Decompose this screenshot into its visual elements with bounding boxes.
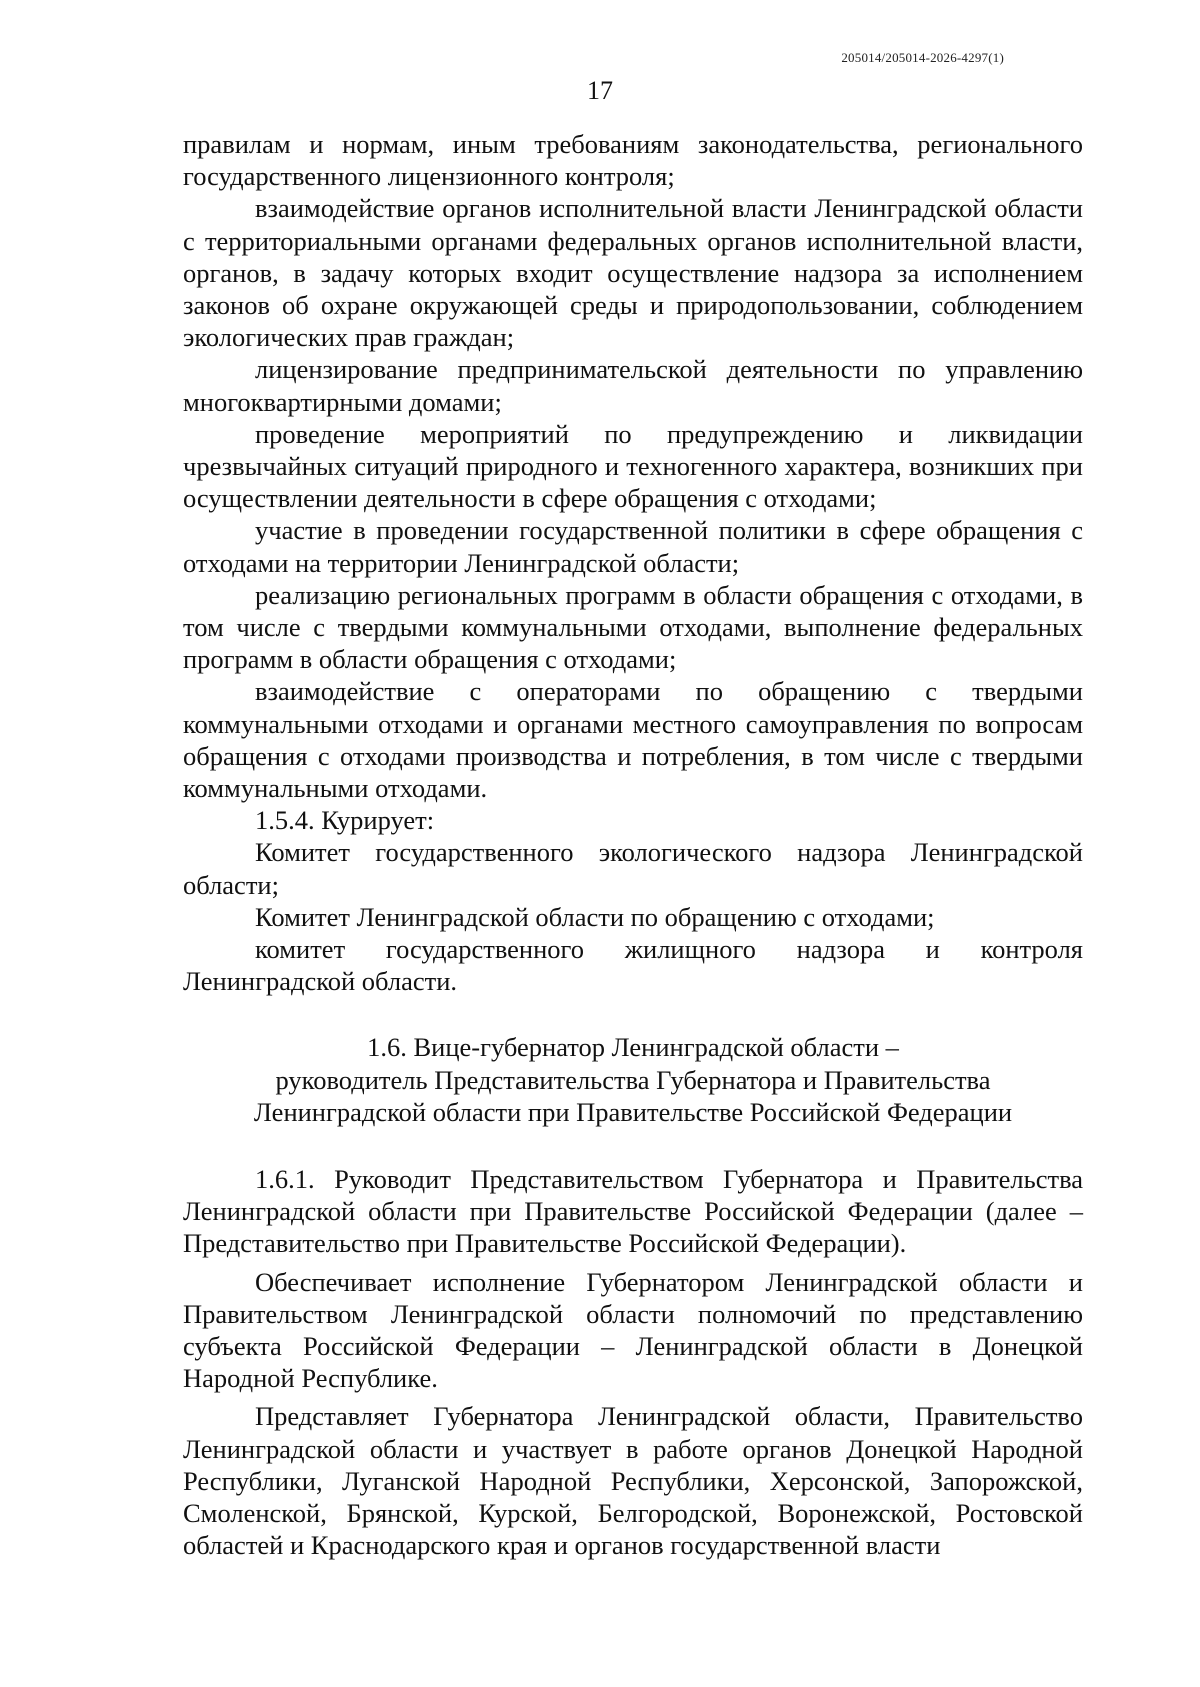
paragraph: правилам и нормам, иным требованиям законодательства, регионального государственного лицензионного контроля; bbox=[183, 129, 1083, 192]
section-heading bbox=[183, 1031, 1083, 1129]
paragraph: взаимодействие органов исполнительной власти Ленинградской области с территориальными органами федеральных органов исполнительной власти, органов, в задачу которых входит осуществление надзора за исполнением законов об охране окружающей среды и природопользовании, соблюдением экологических прав граждан; bbox=[183, 193, 1083, 353]
paragraph: Представляет Губернатора Ленинградской области, Правительство Ленинградской области и участвует в работе органов Донецкой Народной Республики, Луганской Народной Республики, Херсонской, Запорожской, Смоленской, Брянской, Курской, Белгородской, Воронежской, Ростовской областей и Краснодарского края и органов государственной власти bbox=[183, 1401, 1083, 1561]
paragraph: лицензирование предпринимательской деятельности по управлению многоквартирными домами; bbox=[183, 354, 1083, 417]
paragraph: Комитет государственного экологического надзора Ленинградской области; bbox=[183, 837, 1083, 900]
paragraph: реализацию региональных программ в области обращения с отходами, в том числе с твердыми коммунальными отходами, выполнение федеральных программ в области обращения с отходами; bbox=[183, 579, 1083, 675]
paragraph: взаимодействие с операторами по обращению с твердыми коммунальными отходами и органами местного самоуправления по вопросам обращения с отходами производства и потребления, в том числе с твердыми коммунальными отходами. bbox=[183, 676, 1083, 804]
section-heading-line: руководитель Представительства Губернатора и Правительства bbox=[275, 1064, 991, 1095]
paragraph: Обеспечивает исполнение Губернатором Ленинградской области и Правительством Ленинградской области полномочий по представлению субъекта Российской Федерации – Ленинградской области в Донецкой Народной Республике. bbox=[183, 1266, 1083, 1394]
subsection-title: 1.5.4. Курирует: bbox=[255, 805, 435, 836]
paragraph: 1.6.1. Руководит Представительством Губернатора и Правительства Ленинградской области при Правительстве Российской Федерации (далее – Представительство при Правительстве Российской Федерации). bbox=[183, 1163, 1083, 1259]
paragraph: комитет государственного жилищного надзора и контроля Ленинградской области. bbox=[183, 934, 1083, 997]
page-number: 17 bbox=[587, 76, 613, 105]
section-heading-line: 1.6. Вице-губернатор Ленинградской области – bbox=[367, 1032, 899, 1063]
paragraph: Комитет Ленинградской области по обращению с отходами; bbox=[255, 901, 935, 932]
section-heading-line: Ленинградской области при Правительстве Российской Федерации bbox=[253, 1097, 1013, 1128]
document-registration-code: 205014/205014-2026-4297(1) bbox=[841, 50, 1004, 65]
paragraph: проведение мероприятий по предупреждению и ликвидации чрезвычайных ситуаций природного и техногенного характера, возникших при осуществлении деятельности в сфере обращения с отходами; bbox=[183, 418, 1083, 514]
document-body bbox=[183, 128, 1083, 1561]
paragraph: участие в проведении государственной политики в сфере обращения с отходами на территории Ленинградской области; bbox=[183, 515, 1083, 578]
